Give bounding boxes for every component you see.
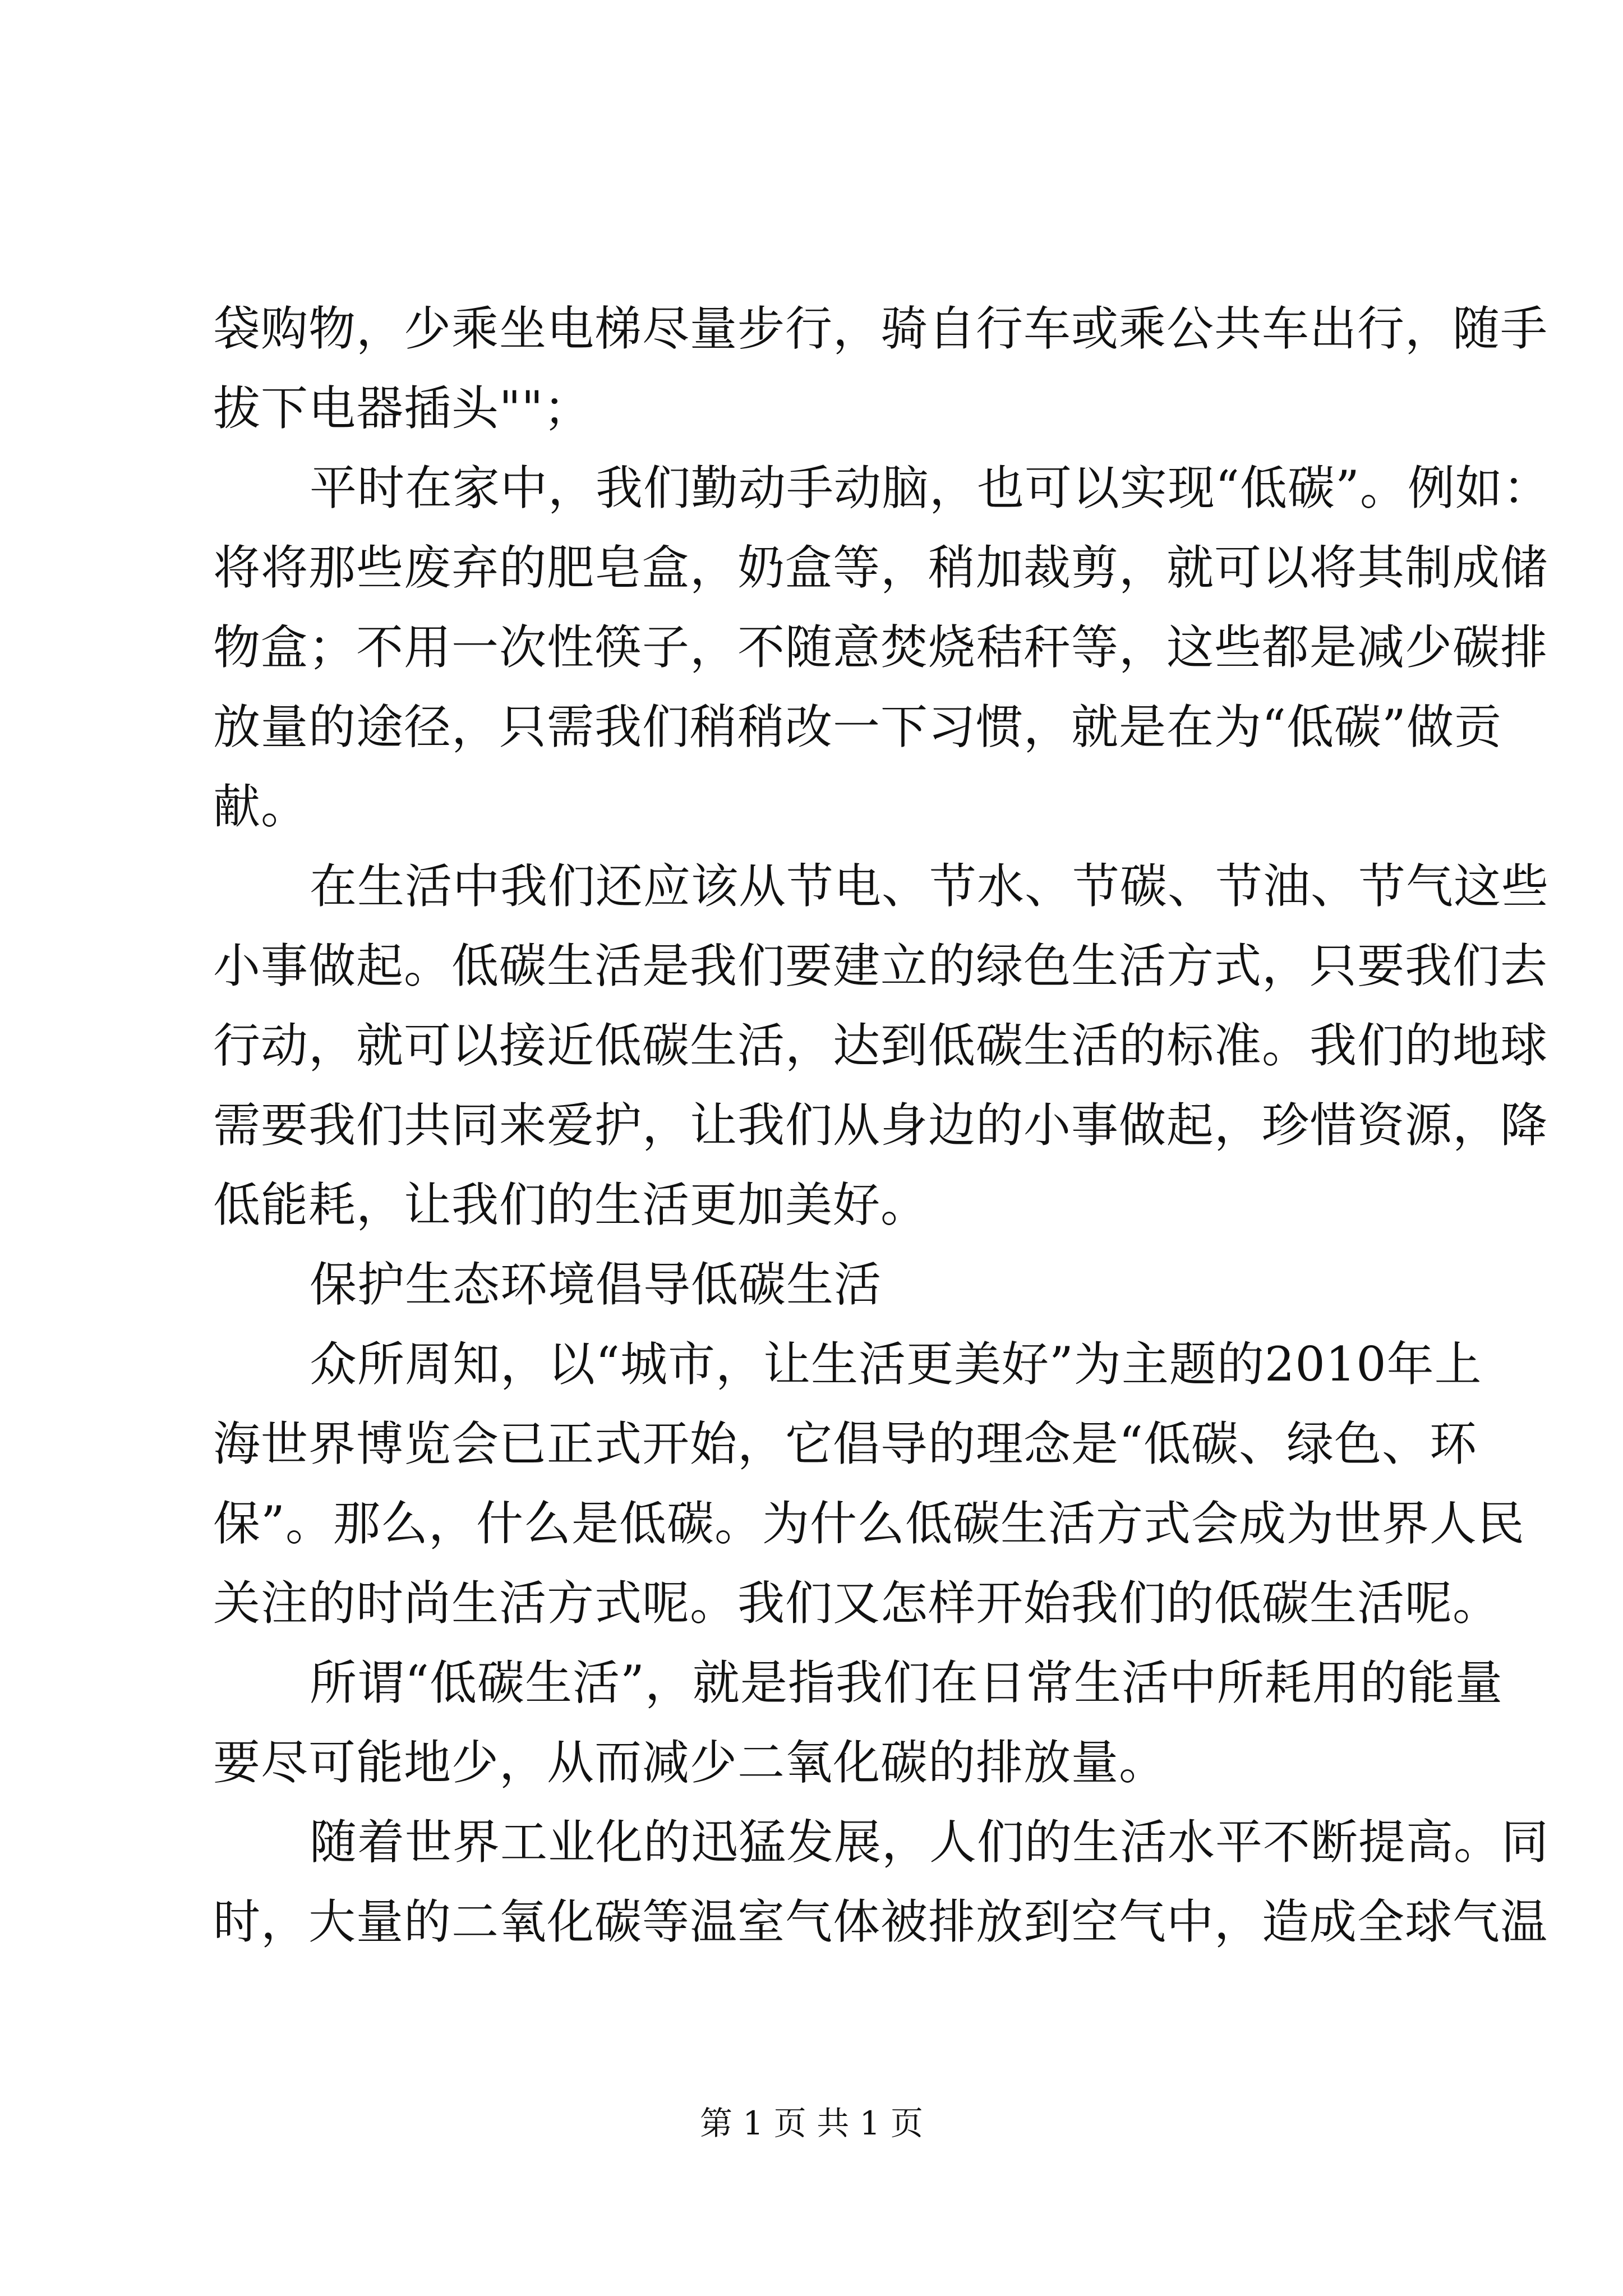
document-body [213, 289, 1551, 1962]
text-line: 时，大量的二氧化碳等温室气体被排放到空气中，造成全球气温 [213, 1894, 1548, 1949]
paragraph-start-line: 平时在家中，我们勤动手动脑，也可以实现“低碳”。例如： [310, 461, 1551, 516]
text-line: 关注的时尚生活方式呢。我们又怎样开始我们的低碳生活呢。 [213, 1576, 1501, 1631]
text-line: 献。 [213, 779, 309, 834]
text-line: 保”。那么，什么是低碳。为什么低碳生活方式会成为世界人民 [213, 1496, 1525, 1551]
paragraph-start-line: 所谓“低碳生活”，就是指我们在日常生活中所耗用的能量 [310, 1655, 1503, 1710]
text-line: 需要我们共同来爱护，让我们从身边的小事做起，珍惜资源，降 [213, 1098, 1548, 1153]
text-line: 袋购物，少乘坐电梯尽量步行，骑自行车或乘公共车出行，随手 [213, 301, 1548, 356]
text-line: 行动，就可以接近低碳生活，达到低碳生活的标准。我们的地球 [213, 1018, 1548, 1073]
paragraph-start-line: 在生活中我们还应该从节电、节水、节碳、节油、节气这些 [310, 859, 1550, 914]
section-heading: 保护生态环境倡导低碳生活 [310, 1257, 882, 1312]
text-line: 将将那些废弃的肥皂盒，奶盒等，稍加裁剪，就可以将其制成储 [213, 540, 1548, 595]
text-line: 放量的途径，只需我们稍稍改一下习惯，就是在为“低碳”做贡 [213, 700, 1502, 754]
paragraph-start-line: 随着世界工业化的迅猛发展，人们的生活水平不断提高。同 [310, 1815, 1550, 1870]
text-line: 低能耗，让我们的生活更加美好。 [213, 1177, 929, 1232]
text-line: 小事做起。低碳生活是我们要建立的绿色生活方式，只要我们去 [213, 938, 1548, 993]
text-line: 拔下电器插头""； [213, 381, 592, 436]
paragraph-start-line: 众所周知，以“城市，让生活更美好”为主题的2010年上 [310, 1337, 1482, 1392]
text-line: 物盒；不用一次性筷子，不随意焚烧秸秆等，这些都是减少碳排 [213, 620, 1548, 675]
text-line: 海世界博览会已正式开始，它倡导的理念是“低碳、绿色、环 [213, 1416, 1477, 1471]
page-footer: 第 1 页 共 1 页 [700, 2104, 923, 2142]
text-line: 要尽可能地少，从而减少二氧化碳的排放量。 [213, 1735, 1167, 1790]
